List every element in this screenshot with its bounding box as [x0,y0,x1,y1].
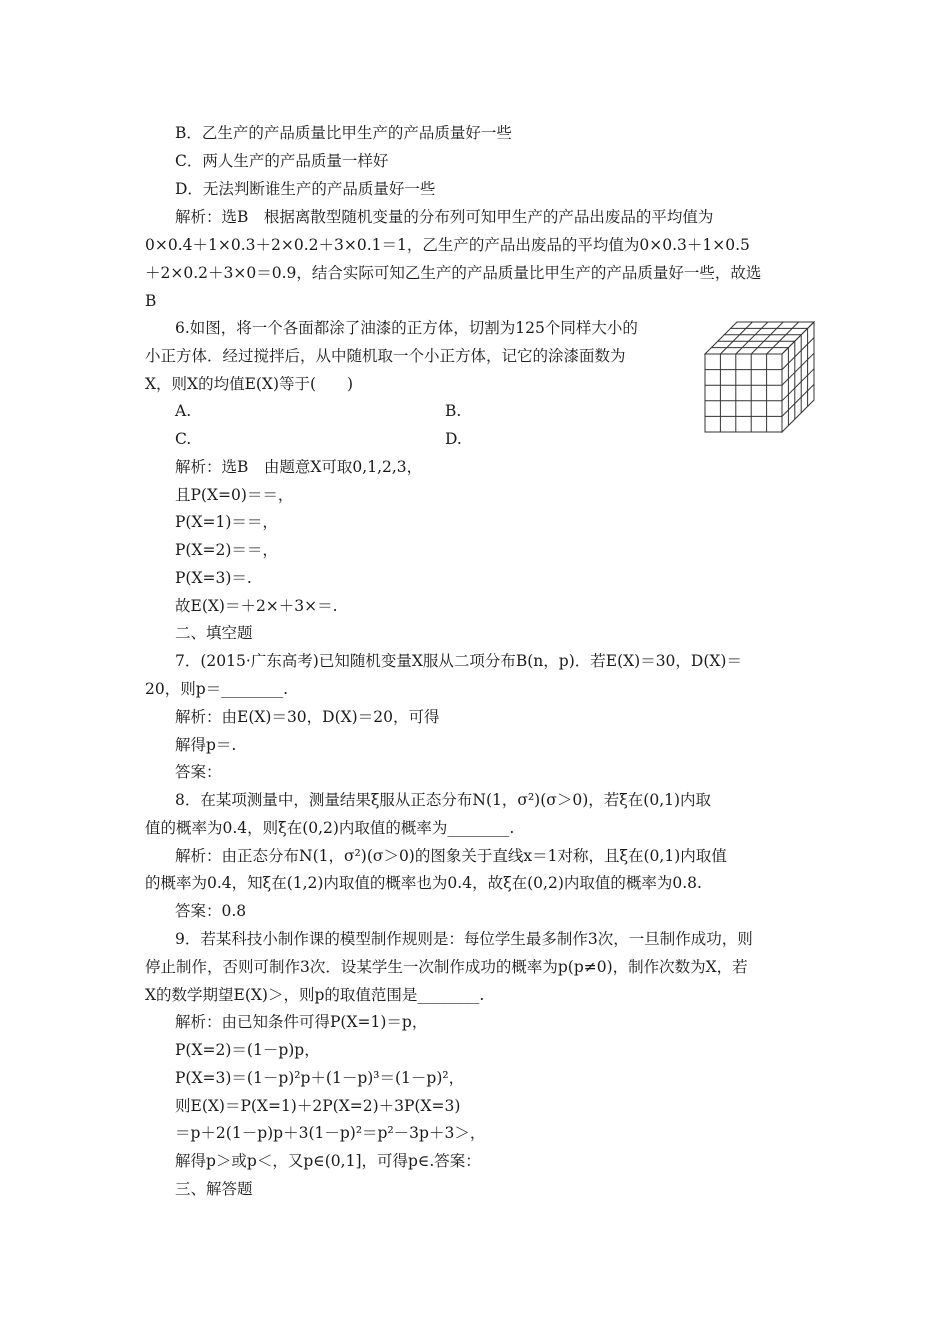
cube-figure [700,318,820,436]
q9-solution-line-2: P(X=2)＝(1－p)p， [175,1041,320,1059]
q6-solution-line-5: P(X=3)＝. [175,569,252,587]
q6-option-d: D. [445,430,462,448]
section-heading-fill-in: 二、填空题 [175,624,253,642]
q6-solution-line-1: 解析：选B 由题意X可取0,1,2,3， [175,458,423,476]
q6-option-b: B. [445,402,462,420]
q7-solution-line-1: 解析：由E(X)＝30，D(X)＝20，可得 [175,708,440,726]
q9-stem-line-1: 9．若某科技小制作课的模型制作规则是：每位学生最多制作3次，一旦制作成功，则 [175,930,753,948]
q9-solution-line-4: 则E(X)＝P(X=1)＋2P(X=2)＋3P(X=3) [175,1097,461,1115]
q5-solution-line-3: ＋2×0.2＋3×0＝0.9，结合实际可知乙生产的产品质量比甲生产的产品质量好一些，故选 [145,264,762,282]
q7-answer: 答案： [175,763,222,781]
q6-stem-line-3: X，则X的均值E(X)等于( ) [145,375,354,393]
q8-solution-line-1: 解析：由正态分布N(1，σ²)(σ＞0)的图象关于直线x＝1对称，且ξ在(0,1)内取值 [175,847,727,865]
section-heading-solve: 三、解答题 [175,1180,253,1198]
q6-solution-line-4: P(X=2)＝＝， [175,541,278,559]
q7-stem-line-2: 20，则p＝________. [145,680,289,698]
q6-stem-line-2: 小正方体．经过搅拌后，从中随机取一个小正方体，记它的涂漆面数为 [145,347,626,365]
q8-solution-line-2: 的概率为0.4，知ξ在(1,2)内取值的概率也为0.4，故ξ在(0,2)内取值的概率为0.8. [145,874,702,892]
q6-solution-line-3: P(X=1)＝＝， [175,513,278,531]
q5-solution-line-2: 0×0.4＋1×0.3＋2×0.2＋3×0.1＝1，乙生产的产品出废品的平均值为0×0.3＋1×0.5 [145,236,750,254]
q9-solution-line-1: 解析：由已知条件可得P(X=1)＝p， [175,1013,428,1031]
q9-stem-line-3: X的数学期望E(X)＞，则p的取值范围是________. [145,986,485,1004]
q5-solution-line-4: B [145,292,157,310]
q9-solution-line-3: P(X=3)＝(1－p)²p＋(1－p)³＝(1－p)²， [175,1069,465,1087]
q5-option-b: B．乙生产的产品质量比甲生产的产品质量好一些 [175,124,512,142]
q8-answer: 答案：0.8 [175,902,247,920]
q9-solution-line-5: ＝p＋2(1－p)p＋3(1－p)²＝p²－3p＋3＞， [175,1124,486,1142]
q6-option-a: A. [175,402,192,420]
q5-option-d: D．无法判断谁生产的产品质量好一些 [175,180,436,198]
q7-solution-line-2: 解得p＝. [175,736,237,754]
q7-stem-line-1: 7．(2015·广东高考)已知随机变量X服从二项分布B(n，p)．若E(X)＝30，D(X)＝ [175,652,742,670]
q6-stem-line-1: 6.如图，将一个各面都涂了油漆的正方体，切割为125个同样大小的 [175,319,638,337]
q5-option-c: C．两人生产的产品质量一样好 [175,152,389,170]
q8-stem-line-1: 8．在某项测量中，测量结果ξ服从正态分布N(1，σ²)(σ＞0)，若ξ在(0,1)内取 [175,791,712,809]
q6-option-c: C. [175,430,192,448]
q9-stem-line-2: 停止制作，否则可制作3次．设某学生一次制作成功的概率为p(p≠0)，制作次数为X，若 [145,958,748,976]
q8-stem-line-2: 值的概率为0.4，则ξ在(0,2)内取值的概率为________. [145,819,515,837]
q9-solution-line-6: 解得p＞或p＜，又p∈(0,1]，可得p∈.答案： [175,1152,481,1170]
q6-solution-line-2: 且P(X=0)＝＝， [175,486,294,504]
q6-solution-line-6: 故E(X)＝＋2×＋3×＝. [175,597,338,615]
q5-solution-line-1: 解析：选B 根据离散型随机变量的分布列可知甲生产的产品出废品的平均值为 [175,208,714,226]
